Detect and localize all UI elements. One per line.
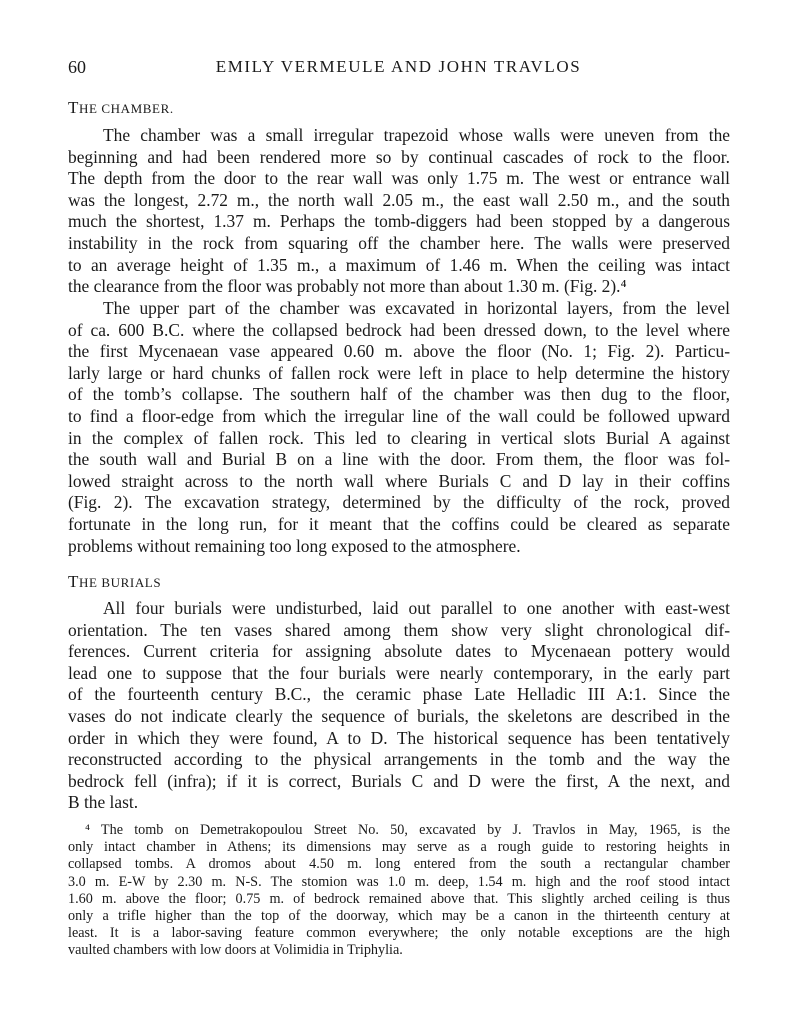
text-line: vases do not indicate clearly the sequence of burials, the skeletons are described in the: [68, 705, 730, 726]
text-line: problems without remaining too long exposed to the atmosphere.: [68, 535, 521, 556]
text-line: All four burials were undisturbed, laid out parallel to one another with east-west: [103, 598, 730, 618]
burials-paragraph-1: [68, 598, 730, 814]
footnote-line: ⁴ The tomb on Demetrakopoulou Street No. 50, excavated by J. Travlos in May, 1965, is the: [85, 822, 730, 838]
text-line: orientation. The ten vases shared among them show very slight chronological dif-: [68, 619, 730, 640]
text-line: reconstructed according to the physical arrangements in the tomb and the way the: [68, 749, 730, 770]
heading-initial: T: [68, 98, 79, 117]
text-line: order in which they were found, A to D. The historical sequence has been tentatively: [68, 727, 730, 748]
text-line: The depth from the door to the rear wall was only 1.75 m. The west or entrance wall: [68, 168, 730, 189]
text-line: The upper part of the chamber was excavated in horizontal layers, from the level: [103, 298, 730, 318]
text-line: bedrock fell (infra); if it is correct, Burials C and D were the first, A the next, and: [68, 770, 730, 791]
footnote-line: 1.60 m. above the floor; 0.75 m. of bedrock remained above that. This slightly arched ceiling is thus: [68, 890, 730, 907]
text-line: the south wall and Burial B on a line with the door. From them, the floor was fol-: [68, 449, 730, 470]
footnote-4: [68, 822, 730, 960]
footnote-line: only intact chamber in Athens; its dimensions may serve as a rough guide to restoring heights in: [68, 839, 730, 856]
chamber-paragraph-1: [68, 125, 730, 298]
text-line: of ca. 600 B.C. where the collapsed bedrock had been dressed down, to the level where: [68, 319, 730, 340]
text-line: in the complex of fallen rock. This led to clearing in vertical slots Burial A against: [68, 427, 730, 448]
chamber-paragraph-2: [68, 298, 730, 557]
text-line: of the fourteenth century B.C., the ceramic phase Late Helladic III A:1. Since the: [68, 684, 730, 705]
text-line: fortunate in the long run, for it meant that the coffins could be cleared as separate: [68, 513, 730, 534]
heading-smallcaps: HE CHAMBER.: [78, 101, 174, 116]
running-title: EMILY VERMEULE AND JOHN TRAVLOS: [215, 57, 582, 76]
footnote-line: vaulted chambers with low doors at Volimidia in Triphylia.: [68, 942, 403, 959]
text-line: lowed straight across to the north wall where Burials C and D lay in their coffins: [68, 470, 730, 491]
text-line: the first Mycenaean vase appeared 0.60 m. above the floor (No. 1; Fig. 2). Particu-: [68, 341, 730, 362]
footnote-line: collapsed tombs. A dromos about 4.50 m. long entered from the south a rectangular chamber: [68, 856, 730, 873]
page-header: [68, 57, 729, 81]
footnote-line: only a trifle higher than the top of the doorway, which may be a canon in the thirteenth century at: [68, 908, 730, 925]
page-number: 60: [68, 57, 86, 77]
text-line: was the longest, 2.72 m., the north wall 2.05 m., the east wall 2.50 m., and the south: [68, 189, 730, 210]
text-line: of the tomb’s collapse. The southern half of the chamber was then dug to the floor,: [68, 384, 730, 405]
text-line: The chamber was a small irregular trapezoid whose walls were uneven from the: [103, 125, 730, 145]
section-heading-chamber: [68, 98, 174, 118]
text-line: B the last.: [68, 792, 139, 813]
text-line: much the shortest, 1.37 m. Perhaps the tomb-diggers had been stopped by a dangerous: [68, 211, 730, 232]
heading-initial: T: [68, 572, 79, 591]
text-line: to find a floor-edge from which the irregular line of the wall could be followed upward: [68, 405, 730, 426]
text-line: the clearance from the floor was probably not more than about 1.30 m. (Fig. 2).⁴: [68, 276, 627, 297]
text-line: larly large or hard chunks of fallen rock were left in place to help determine the history: [68, 362, 730, 383]
text-line: ferences. Current criteria for assigning absolute dates to Mycenaean pottery would: [68, 641, 730, 662]
heading-smallcaps: HE BURIALS: [78, 575, 162, 590]
text-line: instability in the rock from squaring off the chamber here. The walls were preserved: [68, 232, 730, 253]
text-line: lead one to suppose that the four burials were nearly contemporary, in the early part: [68, 662, 730, 683]
footnote-line: least. It is a labor-saving feature common everywhere; the only notable exceptions are the high: [68, 925, 730, 942]
text-line: beginning and had been rendered more so by continual cascades of rock to the floor.: [68, 146, 730, 167]
text-line: to an average height of 1.35 m., a maximum of 1.46 m. When the ceiling was intact: [68, 254, 730, 275]
section-heading-burials: [68, 572, 161, 592]
footnote-line: 3.0 m. E-W by 2.30 m. N-S. The stomion was 1.0 m. deep, 1.54 m. high and the roof stood intact: [68, 873, 730, 890]
text-line: (Fig. 2). The excavation strategy, determined by the difficulty of the rock, proved: [68, 492, 730, 513]
